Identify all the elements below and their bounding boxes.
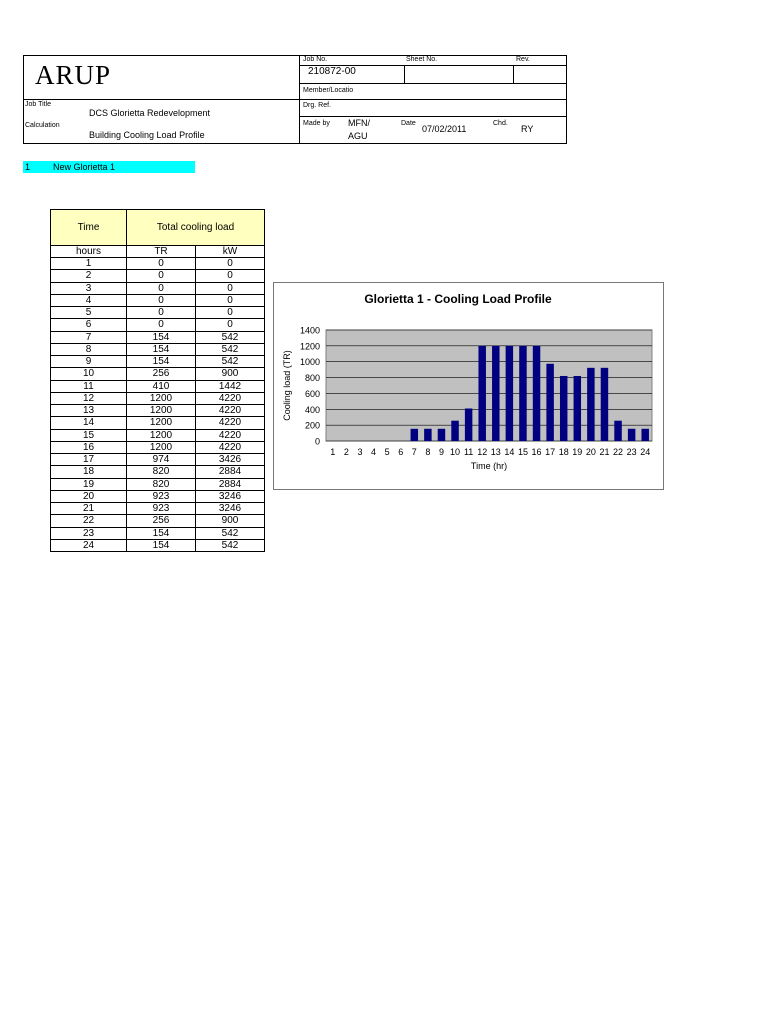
cell-tr: 820: [127, 478, 196, 490]
x-tick-label: 19: [572, 447, 583, 457]
col-load-header: Total cooling load: [127, 210, 265, 246]
x-tick-label: 2: [343, 447, 349, 457]
calculation-value: Building Cooling Load Profile: [89, 130, 205, 140]
y-tick-label: 0: [314, 436, 320, 447]
section-title: New Glorietta 1: [53, 162, 116, 172]
bar: [451, 421, 458, 441]
cell-kw: 3426: [196, 454, 265, 466]
cell-hour: 14: [51, 417, 127, 429]
bar: [560, 376, 567, 441]
cell-tr: 154: [127, 343, 196, 355]
y-axis-label: Cooling load (TR): [282, 350, 292, 421]
cell-hour: 8: [51, 343, 127, 355]
cell-kw: 1442: [196, 380, 265, 392]
cell-tr: 974: [127, 454, 196, 466]
cell-hour: 16: [51, 441, 127, 453]
y-tick-label: 1000: [299, 357, 320, 368]
table-row: [51, 405, 265, 417]
cell-tr: 1200: [127, 429, 196, 441]
x-tick-label: 4: [371, 447, 377, 457]
made-by-label: Made by: [303, 120, 330, 127]
cell-kw: 542: [196, 527, 265, 539]
x-tick-label: 12: [477, 447, 488, 457]
cell-hour: 1: [51, 258, 127, 270]
cooling-load-chart: [273, 282, 664, 490]
bar: [492, 346, 499, 441]
cell-kw: 0: [196, 307, 265, 319]
cell-kw: 542: [196, 331, 265, 343]
cell-hour: 9: [51, 356, 127, 368]
bar: [533, 346, 540, 441]
section-number: 1: [25, 162, 31, 172]
made-by-value-2: AGU: [348, 131, 368, 141]
bar: [546, 364, 553, 441]
bar: [574, 376, 581, 441]
x-tick-label: 24: [640, 447, 651, 457]
bar: [641, 429, 648, 441]
cell-kw: 4220: [196, 392, 265, 404]
table-row: [51, 294, 265, 306]
cell-hour: 19: [51, 478, 127, 490]
cell-tr: 154: [127, 331, 196, 343]
calculation-label: Calculation: [25, 122, 60, 129]
cell-kw: 900: [196, 515, 265, 527]
chd-value: RY: [521, 124, 534, 134]
cell-hour: 23: [51, 527, 127, 539]
table-row: [51, 417, 265, 429]
table-row: [51, 392, 265, 404]
bar: [614, 421, 621, 441]
cell-tr: 0: [127, 319, 196, 331]
x-tick-label: 1: [330, 447, 336, 457]
col-time-header: Time: [51, 210, 127, 246]
cell-tr: 820: [127, 466, 196, 478]
cell-kw: 900: [196, 368, 265, 380]
cell-tr: 154: [127, 539, 196, 551]
x-tick-label: 10: [450, 447, 461, 457]
cell-kw: 0: [196, 294, 265, 306]
cell-hour: 18: [51, 466, 127, 478]
cell-tr: 256: [127, 515, 196, 527]
chart-title: Glorietta 1 - Cooling Load Profile: [364, 292, 552, 306]
cell-tr: 154: [127, 527, 196, 539]
divider: [299, 83, 567, 84]
x-tick-label: 15: [517, 447, 528, 457]
table-row: [51, 515, 265, 527]
x-tick-label: 22: [613, 447, 624, 457]
x-tick-label: 17: [545, 447, 556, 457]
cell-tr: 154: [127, 356, 196, 368]
cell-hour: 24: [51, 539, 127, 551]
bar: [411, 429, 418, 441]
table-row: [51, 466, 265, 478]
y-tick-label: 1400: [299, 325, 320, 336]
divider: [299, 116, 567, 117]
x-axis-label: Time (hr): [470, 461, 508, 471]
x-tick-label: 13: [490, 447, 501, 457]
job-title-value: DCS Glorietta Redevelopment: [89, 108, 211, 118]
cell-kw: 0: [196, 282, 265, 294]
cell-tr: 1200: [127, 392, 196, 404]
x-tick-label: 14: [504, 447, 515, 457]
table-row: [51, 441, 265, 453]
x-tick-label: 7: [411, 447, 417, 457]
x-tick-label: 23: [626, 447, 637, 457]
job-no-value: 210872-00: [308, 66, 356, 77]
table-row: [51, 527, 265, 539]
table-row: [51, 368, 265, 380]
bar: [519, 346, 526, 441]
table-row: [51, 282, 265, 294]
table-row: [51, 454, 265, 466]
table-row: [51, 429, 265, 441]
bar: [438, 429, 445, 441]
cell-tr: 1200: [127, 441, 196, 453]
cell-kw: 542: [196, 539, 265, 551]
cell-hour: 11: [51, 380, 127, 392]
divider: [513, 65, 514, 83]
cell-hour: 7: [51, 331, 127, 343]
cell-hour: 21: [51, 503, 127, 515]
made-by-value-1: MFN/: [348, 118, 370, 128]
cell-hour: 22: [51, 515, 127, 527]
x-tick-label: 5: [384, 447, 390, 457]
table-row: [51, 478, 265, 490]
cell-tr: 0: [127, 294, 196, 306]
x-tick-label: 11: [463, 447, 474, 457]
cell-hour: 4: [51, 294, 127, 306]
table-row: [51, 343, 265, 355]
table-row: [51, 270, 265, 282]
arup-logo: ARUP: [35, 60, 112, 90]
divider: [404, 65, 405, 83]
cell-kw: 3246: [196, 503, 265, 515]
chart-svg: [274, 283, 663, 489]
table-row: [51, 503, 265, 515]
bar: [478, 346, 485, 441]
sub-hours: hours: [51, 246, 127, 258]
cell-hour: 13: [51, 405, 127, 417]
cell-hour: 6: [51, 319, 127, 331]
y-tick-label: 1200: [299, 341, 320, 352]
cell-tr: 0: [127, 282, 196, 294]
cell-kw: 0: [196, 319, 265, 331]
table-row: [51, 319, 265, 331]
cell-tr: 1200: [127, 405, 196, 417]
cell-hour: 3: [51, 282, 127, 294]
y-tick-label: 800: [304, 373, 320, 384]
x-tick-label: 6: [398, 447, 404, 457]
y-tick-label: 400: [304, 404, 320, 415]
table-row: [51, 258, 265, 270]
sub-kw: kW: [196, 246, 265, 258]
cell-tr: 256: [127, 368, 196, 380]
cell-kw: 542: [196, 343, 265, 355]
cell-kw: 4220: [196, 405, 265, 417]
cell-hour: 20: [51, 490, 127, 502]
drg-ref-label: Drg. Ref.: [303, 102, 332, 109]
cell-tr: 923: [127, 503, 196, 515]
cell-hour: 12: [51, 392, 127, 404]
cooling-load-table: [50, 209, 265, 552]
table-row: [51, 356, 265, 368]
job-title-label: Job Title: [25, 101, 52, 108]
date-label: Date: [401, 120, 416, 127]
bar: [506, 346, 513, 441]
bar: [465, 408, 472, 441]
cell-tr: 0: [127, 258, 196, 270]
chd-label: Chd.: [493, 120, 508, 127]
sub-tr: TR: [127, 246, 196, 258]
cell-kw: 0: [196, 270, 265, 282]
cell-kw: 4220: [196, 441, 265, 453]
cell-tr: 923: [127, 490, 196, 502]
bar: [587, 368, 594, 441]
cell-kw: 542: [196, 356, 265, 368]
cell-kw: 4220: [196, 429, 265, 441]
table-row: [51, 307, 265, 319]
x-tick-label: 16: [531, 447, 542, 457]
member-label: Member/Locatio: [303, 87, 354, 94]
cell-hour: 2: [51, 270, 127, 282]
cell-hour: 5: [51, 307, 127, 319]
cell-hour: 15: [51, 429, 127, 441]
bar: [601, 368, 608, 441]
x-tick-label: 8: [425, 447, 431, 457]
cell-kw: 2884: [196, 466, 265, 478]
cell-kw: 2884: [196, 478, 265, 490]
x-tick-label: 9: [438, 447, 444, 457]
cell-kw: 0: [196, 258, 265, 270]
cell-hour: 10: [51, 368, 127, 380]
sheet-no-label: Sheet No.: [406, 56, 438, 63]
cell-tr: 410: [127, 380, 196, 392]
rev-label: Rev.: [516, 56, 530, 63]
bar: [424, 429, 431, 441]
cell-kw: 3246: [196, 490, 265, 502]
bar: [628, 429, 635, 441]
table-row: [51, 490, 265, 502]
cell-tr: 0: [127, 307, 196, 319]
x-tick-label: 21: [599, 447, 610, 457]
job-no-label: Job No.: [303, 56, 328, 63]
y-tick-label: 600: [304, 388, 320, 399]
cell-hour: 17: [51, 454, 127, 466]
y-tick-label: 200: [304, 420, 320, 431]
x-tick-label: 20: [585, 447, 596, 457]
cell-tr: 1200: [127, 417, 196, 429]
x-tick-label: 3: [357, 447, 363, 457]
cell-kw: 4220: [196, 417, 265, 429]
table-row: [51, 539, 265, 551]
table-row: [51, 380, 265, 392]
cell-tr: 0: [127, 270, 196, 282]
date-value: 07/02/2011: [422, 124, 467, 134]
table-row: [51, 331, 265, 343]
divider: [23, 99, 567, 100]
x-tick-label: 18: [558, 447, 569, 457]
